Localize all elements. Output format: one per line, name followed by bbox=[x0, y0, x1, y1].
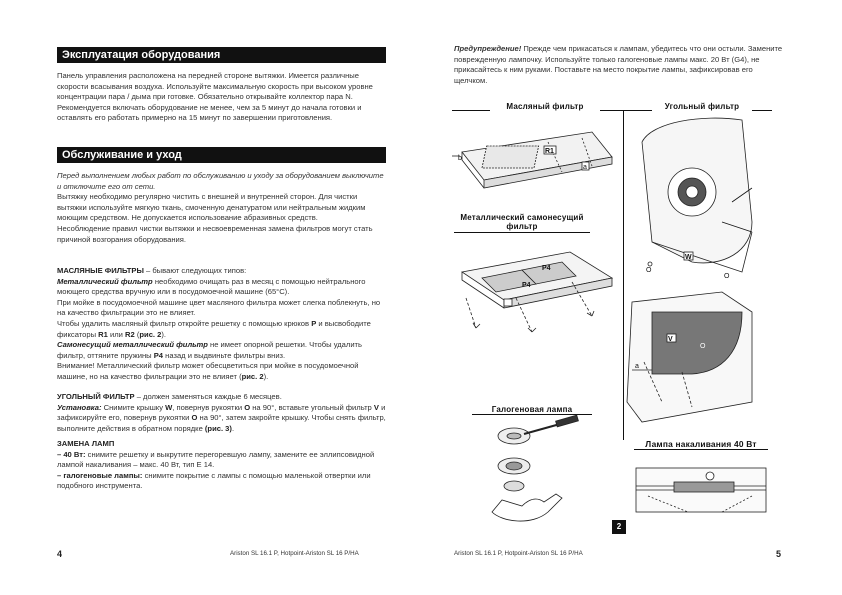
self-support-para-2: Внимание! Металлический фильтр может обесцветиться при мойке в посудомоечной машине, но на качество фильтрации это не влияет (рис. 2). bbox=[57, 361, 359, 381]
svg-text:O: O bbox=[646, 267, 652, 274]
label-carbon-filter: Угольный фильтр bbox=[652, 102, 752, 111]
svg-text:a: a bbox=[635, 363, 639, 370]
lamp-40w-para: – 40 Вт: снимите решетку и выкрутите перегоревшую лампу, замените ее эллипсовидной лампой накаливания – макс. 40 Вт, тип Е 14. bbox=[57, 449, 375, 470]
self-support-filter-drawing bbox=[462, 252, 612, 332]
carbon-filter-block bbox=[57, 392, 387, 434]
label-oil-filter: Масляный фильтр bbox=[490, 102, 600, 111]
svg-text:a: a bbox=[583, 164, 587, 171]
lamp-block bbox=[57, 439, 387, 492]
operation-text: Панель управления расположена на передней стороне вытяжки. Имеется различные скорости всасывания воздуха. Используйте максимальную скорость при высоком уровне концентрации пара / дыма при готовке. Обязательно открывайте коллектор пара N. Рекомендуется включать оборудование не менее, чем за 5 минут до начала готовки и оставлять его работать примерно на 15 минут по завершении приготовления. bbox=[57, 71, 373, 123]
svg-text:P4: P4 bbox=[522, 282, 531, 289]
label-metal-self-support: Металлический самонесущий фильтр bbox=[454, 212, 590, 233]
lamp-halogen-para: – галогеновые лампы: снимите покрытие с лампы с помощью маленькой отвертки или подобного инструмента. bbox=[57, 470, 371, 491]
svg-text:O: O bbox=[724, 273, 730, 280]
model-footer-left: Ariston SL 16.1 P, Hotpoint-Ariston SL 16 P/HA bbox=[230, 550, 359, 557]
page-number-right: 5 bbox=[776, 549, 782, 559]
incandescent-lamp-drawing bbox=[636, 468, 766, 512]
svg-text:O: O bbox=[700, 343, 706, 350]
oil-filter-drawing bbox=[452, 132, 612, 188]
svg-text:R1: R1 bbox=[545, 148, 554, 155]
maintenance-warning: Перед выполнением любых работ по обслуживанию и уходу за оборудованием выключите и отключите его от сети. bbox=[57, 171, 384, 191]
grease-filters-block bbox=[57, 266, 387, 383]
section-title-operation: Эксплуатация оборудования bbox=[57, 47, 386, 63]
svg-text:W: W bbox=[685, 254, 692, 261]
model-footer-right: Ariston SL 16.1 P, Hotpoint-Ariston SL 16 P/HA bbox=[454, 550, 583, 557]
halogen-lamp-drawing bbox=[492, 415, 578, 521]
maintenance-body: Вытяжку необходимо регулярно чистить с внешней и внутренней сторон. Для чистки вытяжки используйте мягкую ткань, смоченную денатуратом или нейтральным жидким моющим средством. Не допускается использование абразивных средств. bbox=[57, 192, 366, 223]
figure-2 bbox=[452, 102, 772, 532]
self-support-para: Самонесущий металлический фильтр не имеет опорной решетки. Чтобы удалить фильтр, оттяните пружины P4 назад и выдвиньте фильтры вниз. bbox=[57, 340, 362, 360]
label-incandescent: Лампа накаливания 40 Вт bbox=[634, 439, 768, 450]
svg-text:P4: P4 bbox=[542, 265, 551, 272]
carbon-install-drawing bbox=[627, 292, 752, 422]
metal-filter-para-3: Чтобы удалить масляный фильтр откройте решетку с помощью крюков P и высвободите фиксаторы R1 или R2 (рис. 2). bbox=[57, 318, 371, 339]
lamp-warning: Предупреждение! Прежде чем прикасаться к лампам, убедитесь что они остыли. Замените поврежденную лампочку. Используйте только галогеновые лампы макс. 20 Вт (G4), не прикасайтесь к ним руками. Поставьте на место покрытие лампы, зафиксировав его щелчком. bbox=[454, 44, 783, 85]
svg-text:V: V bbox=[668, 336, 673, 343]
metal-filter-para: Металлический фильтр необходимо очищать раз в месяц с помощью нейтрального моющего средства вручную или в посудомоечной машине (65°С). bbox=[57, 276, 366, 297]
figure-drawings bbox=[452, 102, 772, 532]
label-halogen-lamp: Галогеновая лампа bbox=[472, 405, 592, 415]
section-title-maintenance: Обслуживание и уход bbox=[57, 147, 386, 163]
carbon-heading: УГОЛЬНЫЙ ФИЛЬТР – должен заменяться каждые 6 месяцев. bbox=[57, 392, 282, 401]
carbon-filter-drawing bbox=[642, 118, 752, 280]
page-number-left: 4 bbox=[57, 549, 63, 559]
lamp-heading: ЗАМЕНА ЛАМП bbox=[57, 439, 115, 448]
figure-number: 2 bbox=[612, 520, 626, 534]
maintenance-text bbox=[57, 171, 387, 245]
metal-filter-para-2: При мойке в посудомоечной машине цвет масляного фильтра может слегка поблекнуть, но на качество фильтрации это не влияет. bbox=[57, 297, 381, 318]
carbon-install-para: Установка: Снимите крышку W, повернув рукоятки O на 90°, вставьте угольный фильтр V и зафиксируйте его, повернув рукоятки O на 90°, затем закройте крышку. Чтобы снять фильтр, выполните действия в обратном порядке (рис. 3). bbox=[57, 402, 386, 433]
svg-text:b: b bbox=[458, 155, 462, 162]
maintenance-body-2: Несоблюдение правил чистки вытяжки и несвоевременная замена фильтров могут стать причиной возгорания оборудования. bbox=[57, 223, 373, 244]
grease-heading: МАСЛЯНЫЕ ФИЛЬТРЫ – бывают следующих типов: bbox=[57, 266, 247, 275]
